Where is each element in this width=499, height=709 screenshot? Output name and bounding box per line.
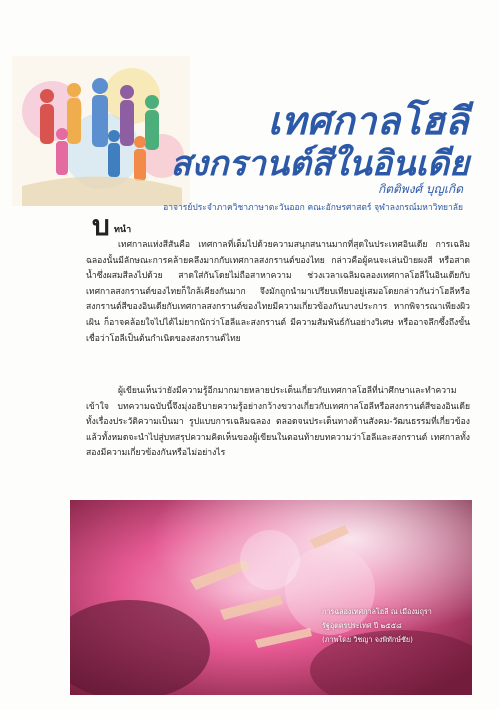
paragraph-2: ผู้เขียนเห็นว่ายังมีความรู้อีกมากมายหลายประเด็นเกี่ยวกับเทศกาลโฮลีที่น่าศึกษาและทำความเข้าใจ บทความฉบับนี้จึงมุ่งอธิบายความรู้อย่างกว้างขวางเกี่ยวกับเทศกาลโฮลีหรือสงกรานต์สีของอินเดีย ทั้งเรื่องประวัติความเป็นมา รูปแบบการเฉลิมฉลอง ตลอดจนประเด็นทางด้านสังคม-วัฒนธรรมที่เกี่ยวข้อง แล้วทั้งหมดจะนำไปสู่บทสรุปความคิดเห็นของผู้เขียนในตอนท้ายบทความว่าโฮลีและสงกรานต์ เทศกาลทั้งสองมีความเกี่ยวข้องกันหรือไม่อย่างไร (86, 386, 470, 459)
author-name: กิตติพงศ์ บุญเกิด (377, 182, 463, 196)
intro-heading: ทนำ (114, 225, 132, 235)
author-affiliation: อาจารย์ประจำภาควิชาภาษาตะวันออก คณะอักษรศาสตร์ จุฬาลงกรณ์มหาวิทยาลัย (163, 203, 463, 213)
holi-photo (70, 500, 472, 695)
paragraph-1: เทศกาลแห่งสีสันคือ เทศกาลที่เต็มไปด้วยความสนุกสนานมากที่สุดในประเทศอินเดีย การเฉลิมฉลองนั้นมีลักษณะการคล้ายคลึงมากกับเทศกาลสงกรานต์ของไทย กล่าวคือผู้คนจะเล่นป้ายผงสี หรือสาดน้ำซึ่งผสมสีลงไปด้วย สาดใส่กันโดยไม่ถือสาหาความ ช่วงเวลาเฉลิมฉลองเทศกาลโฮลีในอินเดียกับเทศกาลสงกรานต์ของไทยก็ใกล้เคียงกันมาก จึงมักถูกนำมาเปรียบเทียบอยู่เสมอโดยกล่าวกันว่าโฮลีหรือสงกรานต์สีของอินเดียกับเทศกาลสงกรานต์ของไทยมีความเกี่ยวข้องกันบางประการ หากพิจารณาเพียงผิวเผิน ก็อาจคล้อยใจไปได้ไม่ยากนักว่าโฮลีและสงกรานต์ มีความสัมพันธ์กันอย่างวิเศษ หรืออาจลึกซึ้งถึงขั้นเชื่อว่าโฮลีเป็นต้นกำเนิดของสงกรานต์ไทย (86, 240, 470, 344)
festival-illustration (12, 56, 190, 206)
article-title: เทศกาลโฮลี (267, 98, 469, 143)
caption-line-1: การฉลองเทศกาลโฮลี ณ เมืองมถุรา (322, 607, 432, 616)
caption-line-2: รัฐอุตตรประเทศ ปี ๒๕๕๘ (322, 621, 402, 630)
caption-line-3: (ภาพโดย วิชญา จงพิทักษ์ชัย) (322, 635, 413, 644)
photo-caption (322, 605, 472, 647)
article-subtitle: สงกรานต์สีในอินเดีย (170, 144, 469, 184)
intro-dropcap: บ (92, 209, 110, 242)
